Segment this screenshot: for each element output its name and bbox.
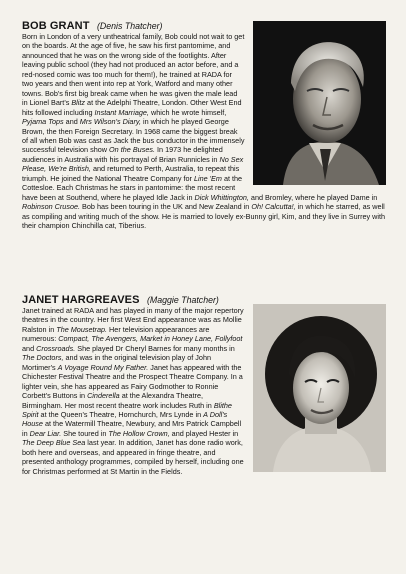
work-title: The Mousetrap. <box>56 324 108 334</box>
character-name: (Maggie Thatcher) <box>146 295 219 305</box>
text-run: and <box>63 117 80 127</box>
text-run: Janet has appeared with the Chichester Festival Theatre and the Prospect Theatre Company. In a lighter vein, she has appeared as Fairy Godmother to Ronnie Corbett's Buttons in <box>22 362 243 401</box>
work-title: The Deep Blue Sea <box>22 438 86 448</box>
text-run: in which he played George Brown, the then Foreign Secretary. In 1968 came the biggest break of all when Bob was cast as Jack the bus conductor in the immensely successful television show <box>22 117 245 155</box>
text-run: Her television appearances are numerous: <box>22 324 210 344</box>
actor-name: JANET HARGREAVES <box>22 294 140 306</box>
text-run: last year. In addition, Janet has done radio work, both here and overseas, and appeared in fringe theatre, and presented anthology programmes, compiled by herself, including one for Christmas performed at St Martin in the Fields. <box>22 438 244 476</box>
work-title: Mrs Wilson's Diary, <box>79 117 141 127</box>
text-run: She toured in <box>61 428 109 438</box>
text-run: at the Cottesloe. Each Christmas he stars in pantomime: the most recent have been at Southend, where he played Idle Jack in <box>22 173 243 202</box>
work-title: The Doctors, <box>22 353 64 363</box>
character-name: (Denis Thatcher) <box>96 21 163 31</box>
text-run: Born in London of a very untheatrical family, Bob could not wait to get on the boards. At the age of five, he saw his first pantomime, and announced that he was on the wrong side of the footlights. After leaving public school (they had not produced an actor before, and a red-nosed comic was too much for them!), he trained at RADA for two years and then went into rep at York, Watford and many other towns. Bob's first big break came when he was given the male lead in Lionel Bart's <box>22 32 245 108</box>
actor-name: BOB GRANT <box>22 20 90 32</box>
work-title: Dear Liar. <box>29 428 62 438</box>
work-title: Instant Marriage, <box>94 107 149 117</box>
work-title: The Hollow Crown, <box>108 428 170 438</box>
work-title: Crossroads. <box>36 343 76 353</box>
text-run: which he wrote himself, <box>148 107 227 117</box>
text-run: in which he starred, as well as compiling and writing much of the show. He is married to lovely ex-Bunny girl, Kim, and they live in Surrey with their champion Chinchilla cat, Tiberius. <box>22 202 386 231</box>
work-title: No Sex Please, We're British, <box>22 154 244 174</box>
work-title: Cinderella <box>87 391 120 401</box>
text-run: She played Dr Cheryl Barnes for many months in <box>75 343 235 353</box>
text-run: and Bromley, where he played Dame in <box>248 192 378 202</box>
text-run: and was in the original television play of John Mortimer's <box>22 353 212 372</box>
bio-bob-grant <box>22 18 386 231</box>
text-run: at the Alexandra Theatre, Birmingham. Her most recent theatre work includes Ruth in <box>22 391 214 410</box>
work-title: A Doll's House <box>22 409 228 429</box>
bio-janet-hargreaves <box>22 292 386 476</box>
work-title: Blitz <box>71 98 86 108</box>
text-run: at the Adelphi Theatre, London. Other West End hits followed including <box>22 98 242 117</box>
work-title: Line 'Em <box>193 173 222 183</box>
work-title: Compact, The Avengers, Market in Honey Lane, Follyfoot <box>58 334 243 344</box>
text-run: at the Watermill Theatre, Newbury, and Mrs Patrick Campbell in <box>22 419 242 438</box>
text-run: and <box>22 343 37 353</box>
work-title: Pyjama Tops <box>22 117 64 127</box>
text-run: Bob has been touring in the UK and New Zealand in <box>80 202 252 212</box>
portrait-photo-bob-grant <box>253 21 386 185</box>
text-run: and played Hester in <box>169 428 239 438</box>
text-run: In 1973 he delighted audiences in Australia with his portrayal of Brian Runnicles in <box>22 145 223 164</box>
text-run: Janet trained at RADA and has played in many of the major repertory theatres in the country. Her first West End appearance was as Mollie Ralston in <box>22 306 244 334</box>
work-title: A Voyage Round My Father. <box>57 362 149 372</box>
portrait-photo-janet-hargreaves <box>253 304 386 472</box>
work-title: Oh! Calcutta!, <box>251 202 296 212</box>
work-title: Blithe Spirit <box>22 400 232 419</box>
text-run: at the Queen's Theatre, Hornchurch, Mrs Lynde in <box>38 409 204 419</box>
work-title: Dick Whittington, <box>194 192 249 202</box>
work-title: On the Buses. <box>109 145 155 155</box>
text-run: and returned to Perth, Australia, to repeat this triumph. He joined the National Theatre Company for <box>22 164 240 183</box>
work-title: Robinson Crusoe. <box>22 202 81 212</box>
